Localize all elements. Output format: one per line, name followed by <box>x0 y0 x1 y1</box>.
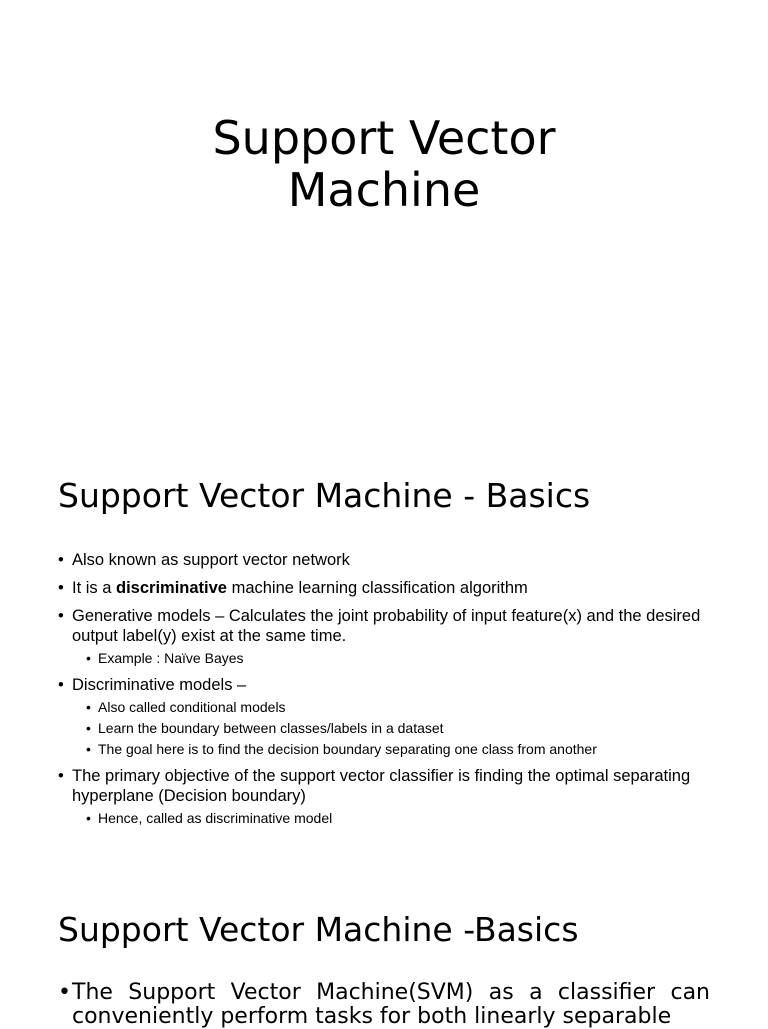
section-title-basics-2: Support Vector Machine -Basics <box>58 910 579 949</box>
bullet-item <box>58 766 710 827</box>
bullet-text: The primary objective of the support vector classifier is finding the optimal separating hyperplane (Decision boundary) <box>72 767 691 805</box>
basics-2-bullet-list <box>58 981 710 1029</box>
slide-title <box>0 112 768 216</box>
sub-bullet-item: • Hence, called as discriminative model <box>72 810 710 827</box>
sub-bullet-item: • Learn the boundary between classes/labels in a dataset <box>72 720 710 737</box>
sub-bullet-item: • Example : Naïve Bayes <box>72 650 710 667</box>
bullet-text: Generative models – Calculates the joint probability of input feature(x) and the desired output label(y) exist at the same time. <box>72 607 701 645</box>
bullet-item <box>58 606 710 667</box>
bullet-text-bold: discriminative <box>116 579 227 597</box>
sub-bullet-item: • The goal here is to find the decision boundary separating one class from another <box>72 741 710 758</box>
sub-bullet-item: • Also called conditional models <box>72 699 710 716</box>
bullet-text-pre: It is a <box>72 579 117 597</box>
sub-bullet-list <box>72 810 710 827</box>
bullet-text: Discriminative models – <box>72 676 247 694</box>
bullet-text: Also known as support vector network <box>72 551 350 569</box>
bullet-item: • The Support Vector Machine(SVM) as a classifier can conveniently perform tasks for both linearly separable <box>58 981 710 1029</box>
bullet-text-post: machine learning classification algorithm <box>226 579 528 597</box>
basics-bullet-list <box>58 550 710 835</box>
slide-title-line-1: Support Vector <box>212 111 556 165</box>
bullet-item <box>58 578 710 598</box>
bullet-item <box>58 675 710 758</box>
section-title-basics: Support Vector Machine - Basics <box>58 476 591 515</box>
sub-bullet-list <box>72 699 710 758</box>
slide-title-line-2: Machine <box>287 163 481 217</box>
sub-bullet-list <box>72 650 710 667</box>
bullet-item <box>58 550 710 570</box>
